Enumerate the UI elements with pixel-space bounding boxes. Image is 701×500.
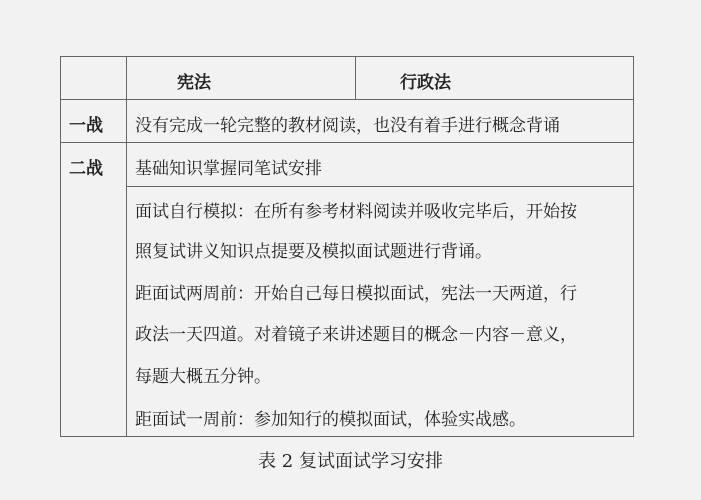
header-administrative-law: 行政法 (400, 73, 451, 93)
row-label-first-attempt: 一战 (69, 116, 103, 136)
mock-interview-line: 照复试讲义知识点提要及模拟面试题进行背诵。 (135, 242, 492, 262)
schedule-table (60, 56, 634, 437)
table-divider (126, 186, 633, 187)
two-weeks-before-line: 政法一天四道。对着镜子来讲述题目的概念－内容－意义， (135, 325, 577, 345)
second-attempt-basics: 基础知识掌握同笔试安排 (135, 159, 322, 179)
mock-interview-line: 面试自行模拟：在所有参考材料阅读并吸收完毕后，开始按 (135, 202, 577, 222)
table-caption: 表 2 复试面试学习安排 (258, 451, 443, 472)
header-constitutional-law: 宪法 (177, 73, 211, 93)
two-weeks-before-line: 每题大概五分钟。 (135, 367, 271, 387)
one-week-before-line: 距面试一周前：参加知行的模拟面试，体验实战感。 (135, 410, 526, 430)
table-divider (61, 99, 633, 100)
first-attempt-note: 没有完成一轮完整的教材阅读，也没有着手进行概念背诵 (135, 116, 560, 136)
table-divider (126, 57, 127, 436)
two-weeks-before-line: 距面试两周前：开始自己每日模拟面试，宪法一天两道，行 (135, 284, 577, 304)
row-label-second-attempt: 二战 (69, 159, 103, 179)
table-divider (355, 57, 356, 99)
table-divider (61, 142, 633, 143)
